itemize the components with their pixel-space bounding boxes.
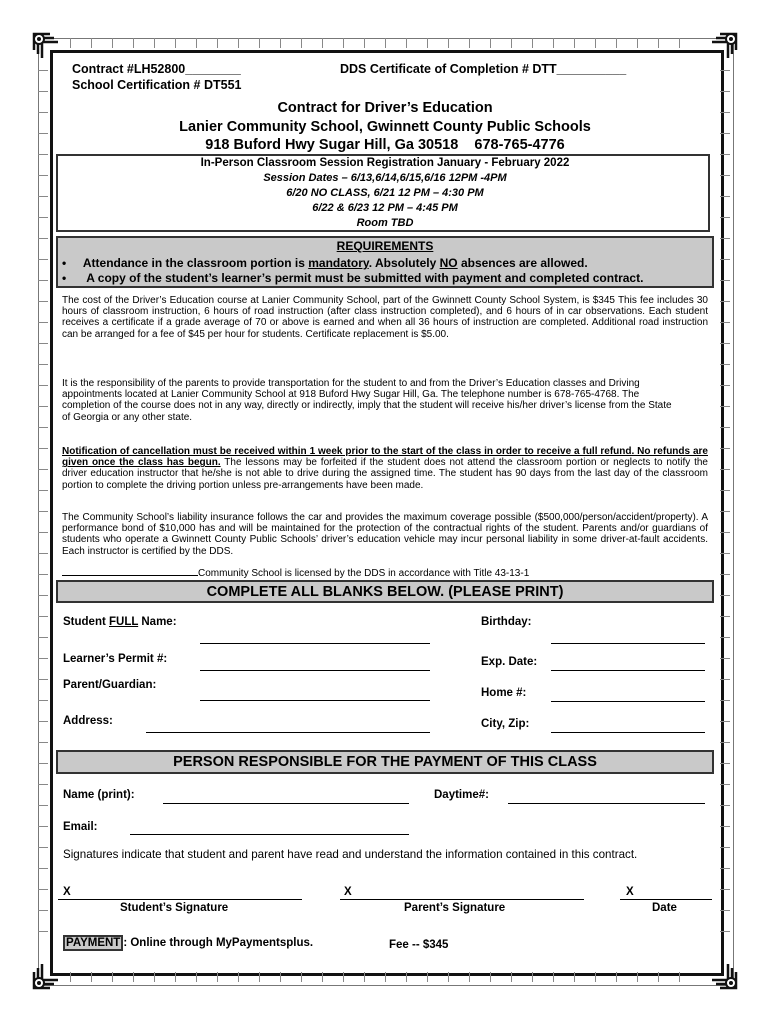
border-tick bbox=[469, 38, 470, 48]
border-tick bbox=[406, 972, 407, 982]
date-sig-x: X bbox=[626, 886, 634, 898]
session-dates: Session Dates – 6/13,6/14,6/15,6/16 12PM -4PM bbox=[263, 172, 507, 184]
border-tick bbox=[38, 217, 48, 218]
border-tick bbox=[720, 448, 730, 449]
border-tick bbox=[720, 889, 730, 890]
border-tick bbox=[175, 38, 176, 48]
border-tick bbox=[720, 574, 730, 575]
border-tick bbox=[38, 868, 48, 869]
border-tick bbox=[720, 70, 730, 71]
permit-label: Learner’s Permit #: bbox=[63, 653, 168, 665]
border-tick bbox=[38, 406, 48, 407]
cancellation-details: The lessons may be forfeited if the student does not attend the classroom portion or neglects to notify the driver education instructor that he/she is not able to drive during the assigned time. The student has 90 days from the last day of the classroom portion to complete the driving portion unless pre-arrangements have been made. bbox=[62, 457, 708, 491]
border-tick bbox=[427, 38, 428, 48]
border-tick bbox=[38, 784, 48, 785]
border-tick bbox=[280, 972, 281, 982]
bullet: • bbox=[62, 256, 83, 270]
permit-field[interactable] bbox=[200, 670, 430, 671]
border-tick bbox=[720, 91, 730, 92]
border-tick bbox=[720, 301, 730, 302]
border-tick bbox=[301, 38, 302, 48]
border-tick bbox=[532, 38, 533, 48]
complete-blanks-banner: COMPLETE ALL BLANKS BELOW. (PLEASE PRINT) bbox=[56, 580, 714, 603]
border-tick bbox=[38, 448, 48, 449]
border-tick bbox=[38, 154, 48, 155]
border-tick bbox=[511, 972, 512, 982]
city-zip-field[interactable] bbox=[551, 732, 705, 733]
payment-method: : Online through MyPaymentsplus. bbox=[123, 937, 314, 949]
border-tick bbox=[720, 154, 730, 155]
border-tick bbox=[70, 972, 71, 982]
border-tick bbox=[532, 972, 533, 982]
birthday-label: Birthday: bbox=[481, 616, 532, 628]
border-tick bbox=[217, 972, 218, 982]
signature-statement: Signatures indicate that student and parent have read and understand the information contained in this contract. bbox=[63, 848, 638, 861]
border-tick bbox=[720, 658, 730, 659]
session-no-class: 6/20 NO CLASS, 6/21 12 PM – 4:30 PM bbox=[286, 187, 484, 199]
border-tick bbox=[38, 574, 48, 575]
border-tick bbox=[38, 238, 48, 239]
border-tick bbox=[38, 490, 48, 491]
border-tick bbox=[38, 826, 48, 827]
border-tick bbox=[38, 70, 48, 71]
border-tick bbox=[38, 280, 48, 281]
fee-label: Fee -- $345 bbox=[389, 939, 449, 951]
border-tick bbox=[112, 38, 113, 48]
border-tick bbox=[259, 38, 260, 48]
border-tick bbox=[720, 868, 730, 869]
border-tick bbox=[70, 38, 71, 48]
border-tick bbox=[511, 38, 512, 48]
course-cost-paragraph: The cost of the Driver’s Education course at Lanier Community School, part of the Gwinnett County School System, is $345 This fee includes 30 hours of classroom instruction, 6 hours of road instruction (after class instruction completed), and 6 hours of in car observations. Each student receives a certificate if a grade average of 70 or above is earned and when all 36 hours of instruction are completed. Additional road instruction can be arranged for a fee of $45 per hour for students. Certificate replacement is $5.00. bbox=[62, 295, 708, 340]
border-tick bbox=[720, 112, 730, 113]
border-tick bbox=[553, 38, 554, 48]
corner-ornament-top-left bbox=[28, 28, 64, 64]
border-tick bbox=[720, 700, 730, 701]
corner-ornament-bottom-right bbox=[706, 958, 742, 994]
session-room: Room TBD bbox=[356, 217, 414, 229]
border-tick bbox=[720, 469, 730, 470]
student-sig-x: X bbox=[63, 886, 71, 898]
daytime-label: Daytime#: bbox=[434, 789, 489, 801]
corner-ornament-bottom-left bbox=[28, 958, 64, 994]
border-tick bbox=[720, 175, 730, 176]
student-signature-label: Student’s Signature bbox=[120, 902, 229, 914]
cancellation-notice: Notification of cancellation must be received within 1 week prior to the start of the class in order to receive a full refund. No refunds are given once the class has begun. bbox=[62, 446, 708, 469]
border-tick bbox=[595, 972, 596, 982]
dds-certificate: DDS Certificate of Completion # DTT__________ bbox=[340, 62, 627, 76]
border-tick bbox=[637, 972, 638, 982]
border-tick bbox=[133, 972, 134, 982]
border-tick bbox=[658, 38, 659, 48]
border-tick bbox=[616, 38, 617, 48]
border-tick bbox=[679, 972, 680, 982]
exp-date-field[interactable] bbox=[551, 670, 705, 671]
border-tick bbox=[91, 38, 92, 48]
email-label: Email: bbox=[63, 821, 98, 833]
border-tick bbox=[322, 38, 323, 48]
border-tick bbox=[38, 700, 48, 701]
border-tick bbox=[38, 637, 48, 638]
border-tick bbox=[720, 763, 730, 764]
parent-field[interactable] bbox=[200, 700, 430, 701]
border-tick bbox=[574, 972, 575, 982]
parent-sig-x: X bbox=[344, 886, 352, 898]
req1-text-c: . Absolutely bbox=[368, 256, 440, 270]
border-tick bbox=[720, 553, 730, 554]
border-tick bbox=[595, 38, 596, 48]
border-tick bbox=[38, 301, 48, 302]
border-tick bbox=[38, 133, 48, 134]
border-tick bbox=[720, 721, 730, 722]
requirements-heading: REQUIREMENTS bbox=[336, 239, 434, 253]
border-tick bbox=[38, 805, 48, 806]
border-tick bbox=[280, 38, 281, 48]
border-tick bbox=[720, 196, 730, 197]
address-label: Address: bbox=[63, 715, 113, 727]
border-tick bbox=[720, 259, 730, 260]
border-tick bbox=[720, 238, 730, 239]
border-tick bbox=[38, 910, 48, 911]
border-tick bbox=[469, 972, 470, 982]
student-label-full: FULL bbox=[109, 616, 139, 628]
border-tick bbox=[720, 280, 730, 281]
border-tick bbox=[427, 972, 428, 982]
req1-mandatory: mandatory bbox=[308, 256, 369, 270]
student-name-field[interactable] bbox=[200, 643, 430, 644]
border-tick bbox=[720, 826, 730, 827]
border-tick bbox=[38, 679, 48, 680]
license-blank bbox=[62, 566, 198, 576]
parent-signature-label: Parent’s Signature bbox=[404, 902, 506, 914]
student-name-label bbox=[63, 616, 177, 628]
student-label-a: Student bbox=[63, 616, 109, 628]
border-tick bbox=[38, 385, 48, 386]
parent-signature-field[interactable] bbox=[340, 899, 584, 900]
border-tick bbox=[490, 38, 491, 48]
req1-text-e: absences are allowed. bbox=[457, 256, 588, 270]
requirement-permit bbox=[62, 271, 643, 285]
border-tick bbox=[38, 742, 48, 743]
date-label: Date bbox=[652, 902, 677, 914]
border-tick bbox=[448, 972, 449, 982]
border-tick bbox=[38, 511, 48, 512]
border-tick bbox=[259, 972, 260, 982]
border-tick bbox=[720, 847, 730, 848]
border-tick bbox=[38, 259, 48, 260]
email-field[interactable] bbox=[130, 834, 409, 835]
cancellation-paragraph bbox=[62, 446, 708, 491]
transportation-paragraph: It is the responsibility of the parents to provide transportation for the student to and from the Driver’s Education classes and Driving appointments located at Lanier Community School at 918 Buford Hwy Sugar Hill, Ga. The telephone number is 678-765-4768. The completion of the course does not in any way, directly or indirectly, imply that the student will receive his/her driver’s license from the State of Georgia or any other state. bbox=[62, 378, 672, 423]
border-tick bbox=[385, 38, 386, 48]
right-border-ticks bbox=[720, 70, 732, 950]
border-tick bbox=[38, 616, 48, 617]
border-tick bbox=[133, 38, 134, 48]
border-tick bbox=[720, 595, 730, 596]
bullet: • bbox=[62, 271, 87, 285]
border-tick bbox=[38, 343, 48, 344]
corner-ornament-top-right bbox=[706, 28, 742, 64]
border-tick bbox=[154, 972, 155, 982]
border-tick bbox=[38, 532, 48, 533]
session-registration: In-Person Classroom Session Registration January - February 2022 bbox=[200, 157, 570, 169]
border-tick bbox=[38, 427, 48, 428]
border-tick bbox=[217, 38, 218, 48]
border-tick bbox=[406, 38, 407, 48]
contract-title: Contract for Driver’s Education bbox=[277, 100, 493, 116]
border-tick bbox=[553, 972, 554, 982]
border-tick bbox=[720, 364, 730, 365]
border-tick bbox=[343, 38, 344, 48]
border-tick bbox=[38, 889, 48, 890]
payer-name-label: Name (print): bbox=[63, 789, 135, 801]
border-tick bbox=[196, 972, 197, 982]
border-tick bbox=[38, 112, 48, 113]
student-signature-field[interactable] bbox=[58, 899, 302, 900]
border-tick bbox=[720, 784, 730, 785]
border-tick bbox=[38, 658, 48, 659]
license-text: Community School is licensed by the DDS in accordance with Title 43-13-1 bbox=[198, 568, 530, 579]
border-tick bbox=[720, 322, 730, 323]
school-address: 918 Buford Hwy Sugar Hill, Ga 30518 678-765-4776 bbox=[205, 137, 565, 153]
payer-name-field[interactable] bbox=[163, 803, 409, 804]
home-phone-field[interactable] bbox=[551, 701, 705, 702]
bottom-border-ticks bbox=[70, 972, 700, 984]
border-tick bbox=[38, 553, 48, 554]
border-tick bbox=[38, 595, 48, 596]
license-statement bbox=[62, 566, 708, 579]
border-tick bbox=[720, 490, 730, 491]
border-tick bbox=[385, 972, 386, 982]
border-tick bbox=[196, 38, 197, 48]
req1-no: NO bbox=[439, 256, 458, 270]
border-tick bbox=[38, 847, 48, 848]
border-tick bbox=[448, 38, 449, 48]
border-tick bbox=[38, 364, 48, 365]
left-border-ticks bbox=[38, 70, 50, 950]
border-tick bbox=[720, 343, 730, 344]
border-tick bbox=[175, 972, 176, 982]
birthday-field[interactable] bbox=[551, 643, 705, 644]
date-field[interactable] bbox=[620, 899, 712, 900]
session-final-days: 6/22 & 6/23 12 PM – 4:45 PM bbox=[312, 202, 458, 214]
border-tick bbox=[720, 742, 730, 743]
border-tick bbox=[238, 972, 239, 982]
liability-paragraph: The Community School’s liability insurance follows the car and provides the maximum coverage possible ($500,000/person/accident/property). A performance bond of $10,000 has and will be maintained for the protection of the contractual rights of the student. Parents and/or guardians of students who operate a Gwinnett County Public Schools’ driver’s education vehicle may incur personal liability in some driver-at-fault accidents. Each instructor is certified by the DDS. bbox=[62, 512, 708, 557]
border-tick bbox=[720, 637, 730, 638]
border-tick bbox=[720, 910, 730, 911]
contract-number: Contract #LH52800________ bbox=[72, 62, 241, 76]
parent-label: Parent/Guardian: bbox=[63, 679, 157, 691]
border-tick bbox=[38, 91, 48, 92]
school-name: Lanier Community School, Gwinnett County Public Schools bbox=[179, 119, 591, 135]
border-tick bbox=[38, 931, 48, 932]
payment-responsible-banner: PERSON RESPONSIBLE FOR THE PAYMENT OF THIS CLASS bbox=[56, 750, 714, 774]
border-tick bbox=[364, 38, 365, 48]
border-tick bbox=[38, 721, 48, 722]
school-certification: School Certification # DT551 bbox=[72, 78, 242, 92]
border-tick bbox=[616, 972, 617, 982]
border-tick bbox=[720, 427, 730, 428]
payment-line bbox=[63, 937, 313, 949]
req1-text-a: Attendance in the classroom portion is bbox=[82, 256, 309, 270]
home-phone-label: Home #: bbox=[481, 687, 527, 699]
payment-label: PAYMENT bbox=[63, 935, 123, 951]
address-field[interactable] bbox=[146, 732, 430, 733]
border-tick bbox=[38, 196, 48, 197]
border-tick bbox=[38, 763, 48, 764]
border-tick bbox=[720, 931, 730, 932]
border-tick bbox=[154, 38, 155, 48]
border-tick bbox=[490, 972, 491, 982]
border-tick bbox=[112, 972, 113, 982]
border-tick bbox=[301, 972, 302, 982]
daytime-field[interactable] bbox=[508, 803, 705, 804]
border-tick bbox=[38, 322, 48, 323]
border-tick bbox=[720, 406, 730, 407]
border-tick bbox=[91, 972, 92, 982]
city-zip-label: City, Zip: bbox=[481, 718, 530, 730]
border-tick bbox=[364, 972, 365, 982]
border-tick bbox=[679, 38, 680, 48]
border-tick bbox=[38, 175, 48, 176]
border-tick bbox=[658, 972, 659, 982]
requirement-attendance bbox=[62, 256, 588, 270]
border-tick bbox=[720, 616, 730, 617]
border-tick bbox=[38, 469, 48, 470]
top-border-ticks bbox=[70, 38, 700, 50]
border-tick bbox=[637, 38, 638, 48]
req2-text: A copy of the student’s learner’s permit must be submitted with payment and completed contract. bbox=[86, 271, 644, 285]
border-tick bbox=[720, 805, 730, 806]
border-tick bbox=[720, 385, 730, 386]
border-tick bbox=[720, 679, 730, 680]
border-tick bbox=[720, 133, 730, 134]
exp-date-label: Exp. Date: bbox=[481, 656, 538, 668]
border-tick bbox=[720, 217, 730, 218]
border-tick bbox=[574, 38, 575, 48]
border-tick bbox=[720, 511, 730, 512]
border-tick bbox=[720, 532, 730, 533]
student-label-c: Name: bbox=[138, 616, 177, 628]
border-tick bbox=[238, 38, 239, 48]
border-tick bbox=[343, 972, 344, 982]
border-tick bbox=[322, 972, 323, 982]
